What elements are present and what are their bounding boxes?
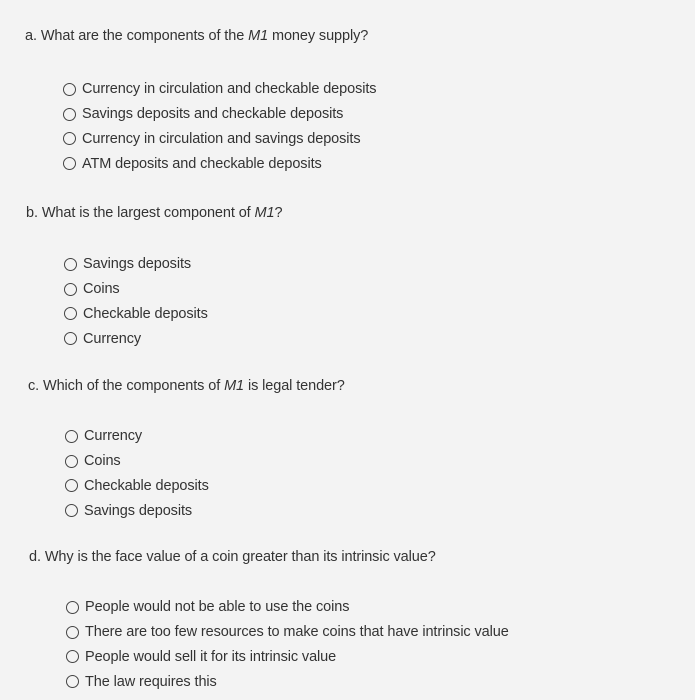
radio-button-icon[interactable] xyxy=(66,626,79,639)
option-a-1[interactable]: Currency in circulation and checkable deposits xyxy=(63,77,376,102)
option-b-2[interactable]: Coins xyxy=(64,277,208,302)
question-c-prompt: c. Which of the components of M1 is legal tender? xyxy=(28,378,345,394)
option-d-1[interactable]: People would not be able to use the coins xyxy=(66,595,509,620)
option-c-2[interactable]: Coins xyxy=(65,449,209,474)
question-b-options xyxy=(64,252,208,351)
radio-button-icon[interactable] xyxy=(66,601,79,614)
radio-button-icon[interactable] xyxy=(63,157,76,170)
radio-button-icon[interactable] xyxy=(64,258,77,271)
m1-term: M1 xyxy=(254,205,275,221)
radio-button-icon[interactable] xyxy=(64,307,77,320)
question-d-prompt: d. Why is the face value of a coin greater than its intrinsic value? xyxy=(29,549,436,565)
question-c-options xyxy=(65,424,209,523)
question-a-options xyxy=(63,77,376,176)
radio-button-icon[interactable] xyxy=(63,83,76,96)
question-a-prompt: a. What are the components of the M1 money supply? xyxy=(25,28,369,44)
radio-button-icon[interactable] xyxy=(63,108,76,121)
radio-button-icon[interactable] xyxy=(65,479,78,492)
option-a-3[interactable]: Currency in circulation and savings deposits xyxy=(63,127,376,152)
option-a-2[interactable]: Savings deposits and checkable deposits xyxy=(63,102,376,127)
radio-button-icon[interactable] xyxy=(63,132,76,145)
m1-term: M1 xyxy=(224,378,245,394)
radio-button-icon[interactable] xyxy=(65,504,78,517)
option-d-4[interactable]: The law requires this xyxy=(66,669,509,694)
option-c-3[interactable]: Checkable deposits xyxy=(65,474,209,499)
m1-term: M1 xyxy=(248,28,269,44)
question-d-options xyxy=(66,595,509,694)
option-b-3[interactable]: Checkable deposits xyxy=(64,302,208,327)
option-c-1[interactable]: Currency xyxy=(65,424,209,449)
radio-button-icon[interactable] xyxy=(65,455,78,468)
option-c-4[interactable]: Savings deposits xyxy=(65,498,209,523)
option-d-2[interactable]: There are too few resources to make coins that have intrinsic value xyxy=(66,620,509,645)
radio-button-icon[interactable] xyxy=(65,430,78,443)
question-b-prompt: b. What is the largest component of M1? xyxy=(26,205,283,221)
option-b-1[interactable]: Savings deposits xyxy=(64,252,208,277)
radio-button-icon[interactable] xyxy=(64,332,77,345)
option-d-3[interactable]: People would sell it for its intrinsic value xyxy=(66,645,509,670)
radio-button-icon[interactable] xyxy=(66,650,79,663)
option-b-4[interactable]: Currency xyxy=(64,326,208,351)
radio-button-icon[interactable] xyxy=(66,675,79,688)
option-a-4[interactable]: ATM deposits and checkable deposits xyxy=(63,151,376,176)
radio-button-icon[interactable] xyxy=(64,283,77,296)
